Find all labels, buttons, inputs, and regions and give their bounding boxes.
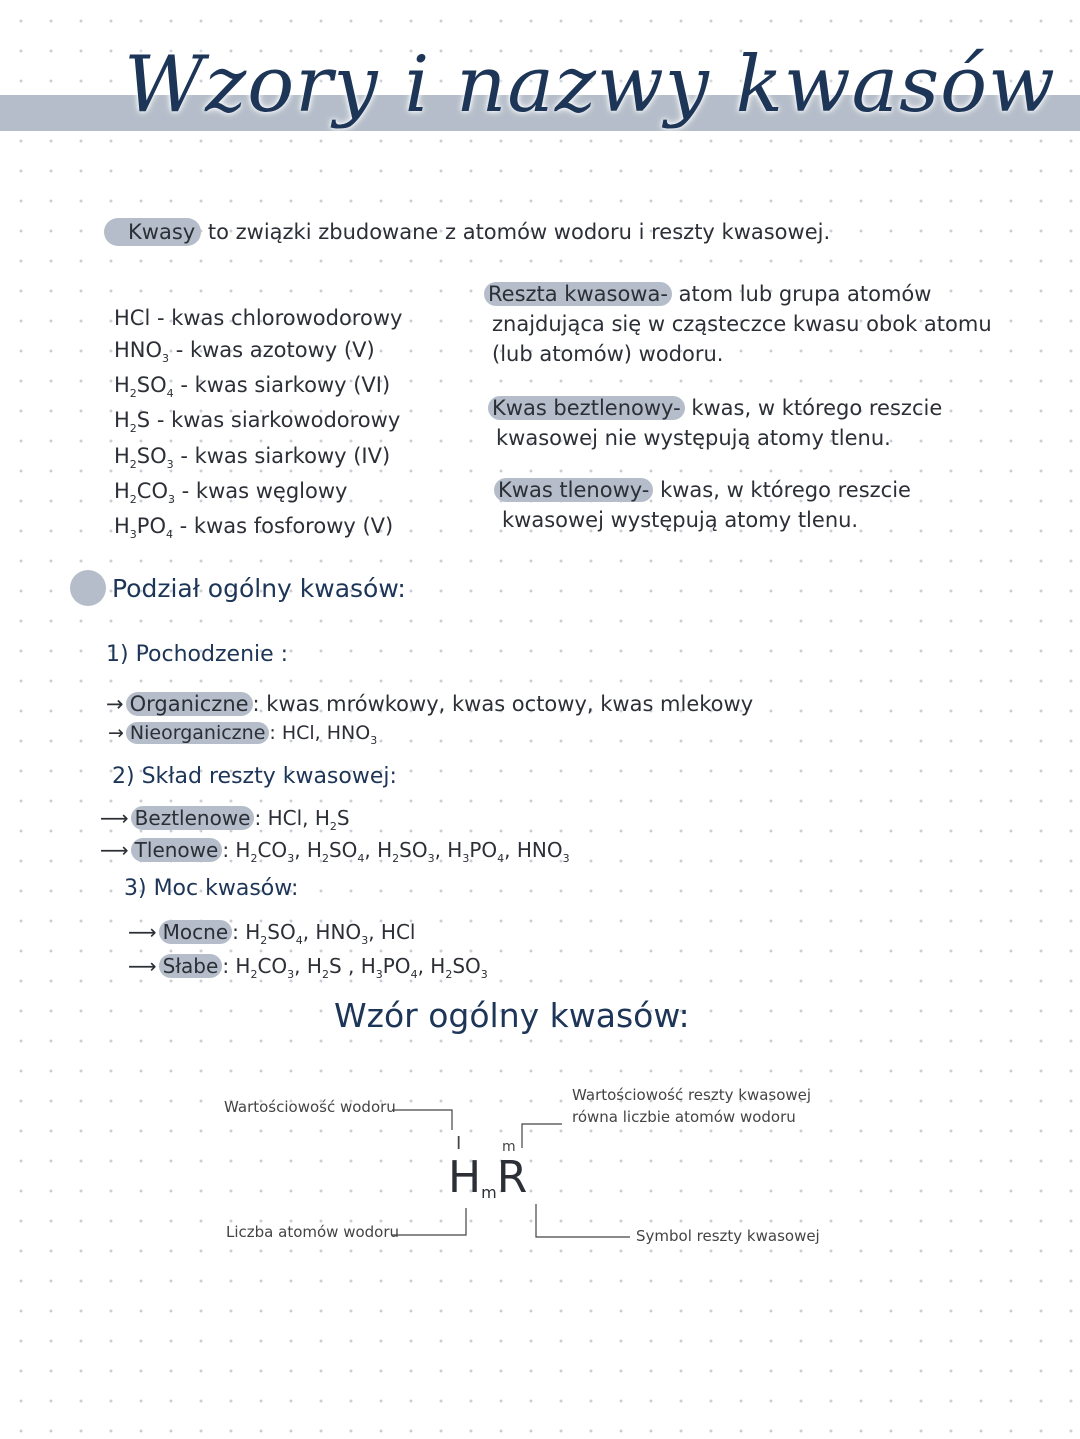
label-count-h: Liczba atomów wodoru	[226, 1223, 400, 1241]
term-reszta: Reszta kwasowa-	[484, 282, 672, 306]
term-oxygen: Tlenowe	[131, 838, 223, 862]
formula-m: m	[481, 1183, 497, 1202]
acid-formula: $H_2SO_4$	[114, 373, 174, 401]
origin-label: 1) Pochodzenie :	[106, 642, 289, 667]
strong-rest: : H	[232, 920, 261, 944]
term-weak: Słabe	[159, 954, 223, 978]
composition-label: 2) Skład reszty kwasowej:	[112, 764, 397, 789]
general-formula	[448, 1152, 527, 1203]
tlenowy-line2: kwasowej występują atomy tlenu.	[502, 508, 859, 532]
roman-one: I	[456, 1133, 462, 1154]
term-tlenowy: Kwas tlenowy-	[494, 478, 653, 502]
page-title: Wzory i nazwy kwasów	[124, 40, 1056, 130]
acid-name: - kwas chlorowodorowy	[150, 306, 403, 330]
origin-inorganic: → Nieorganiczne : HCl, $HNO_3$	[108, 722, 378, 747]
arrow-icon: ⟶	[128, 954, 157, 978]
acid-name: - kwas siarkowodorowy	[150, 408, 401, 433]
oxygenless-rest: : HCl, H	[254, 806, 330, 830]
inorganic-rest: : HCl, HNO	[269, 722, 371, 744]
line-count-h	[392, 1208, 466, 1235]
arrow-icon: ⟶	[100, 806, 129, 830]
oxygen-rest: : H	[222, 838, 251, 862]
acid-formula: $H_2CO_3$	[114, 478, 175, 506]
formula-h: H	[448, 1152, 482, 1203]
term-oxygenless: Beztlenowe	[131, 806, 255, 830]
arrow-icon: ⟶	[128, 920, 157, 944]
reszta-line2: znajdująca się w cząsteczce kwasu obok atomu	[492, 312, 992, 336]
term-beztlenowy: Kwas beztlenowy-	[488, 396, 685, 420]
reszta-line3: (lub atomów) wodoru.	[492, 342, 724, 366]
weak-rest: : H	[222, 954, 251, 978]
strength-strong: ⟶ Mocne : $H_2SO_4$, $HNO_3$, HCl	[128, 920, 416, 947]
arrow-icon: ⟶	[100, 838, 129, 862]
acid-name: - kwas siarkowy (IV)	[173, 443, 391, 468]
term-organic: Organiczne	[126, 692, 253, 716]
acid-formula: $H_3PO_4$	[114, 513, 173, 542]
intro-rest: to związki zbudowane z atomów wodoru i reszty kwasowej.	[201, 220, 831, 244]
formula-r: R	[496, 1152, 528, 1203]
strength-weak: ⟶ Słabe : $H_2CO_3$, $H_2S$ , $H_3PO_4$, $H_2SO_3$	[128, 954, 488, 981]
label-valence-r-2: równa liczbie atomów wodoru	[572, 1108, 796, 1126]
general-heading: Wzór ogólny kwasów:	[334, 996, 690, 1035]
acid-formula: HCl	[114, 306, 151, 330]
line-valence-r	[522, 1124, 562, 1148]
reszta-line1: atom lub grupa atomów	[671, 282, 932, 306]
acid-name: - kwas siarkowy (VI)	[173, 373, 391, 398]
acid-name: - kwas azotowy (V)	[169, 338, 375, 362]
term-inorganic: Nieorganiczne	[126, 722, 269, 744]
acid-formula: $H_2S$	[114, 408, 151, 436]
intro-term: Kwasy	[104, 218, 201, 246]
label-valence-h: Wartościowość wodoru	[224, 1098, 396, 1116]
beztlenowy-line2: kwasowej nie występują atomy tlenu.	[496, 426, 891, 450]
acid-name: - kwas węglowy	[175, 478, 348, 503]
composition-oxygenless: ⟶ Beztlenowe : HCl, $H_2S$	[100, 806, 350, 833]
acid-formula: $HNO_3$	[114, 338, 170, 366]
organic-rest: : kwas mrówkowy, kwas octowy, kwas mlekowy	[252, 692, 754, 716]
label-valence-r-1: Wartościowość reszty kwasowej	[572, 1086, 812, 1104]
label-symbol-r: Symbol reszty kwasowej	[636, 1227, 820, 1245]
m-top: m	[502, 1139, 516, 1155]
arrow-icon: →	[106, 692, 124, 716]
composition-oxygen: ⟶ Tlenowe : $H_2CO_3$, $H_2SO_4$, $H_2SO_3$, $H_3PO_4$, $HNO_3$	[100, 838, 570, 865]
tlenowy-line1: kwas, w którego reszcie	[653, 478, 911, 502]
term-strong: Mocne	[159, 920, 232, 944]
strength-label: 3) Moc kwasów:	[124, 876, 299, 901]
beztlenowy-line1: kwas, w którego reszcie	[684, 396, 943, 420]
acid-formula: $H_2SO_3$	[114, 443, 174, 471]
acid-name: - kwas fosforowy (V)	[173, 513, 394, 538]
line-valence-h	[392, 1110, 452, 1130]
division-heading: Podział ogólny kwasów:	[112, 574, 406, 603]
line-symbol-r	[536, 1204, 630, 1237]
arrow-icon: →	[108, 722, 124, 744]
